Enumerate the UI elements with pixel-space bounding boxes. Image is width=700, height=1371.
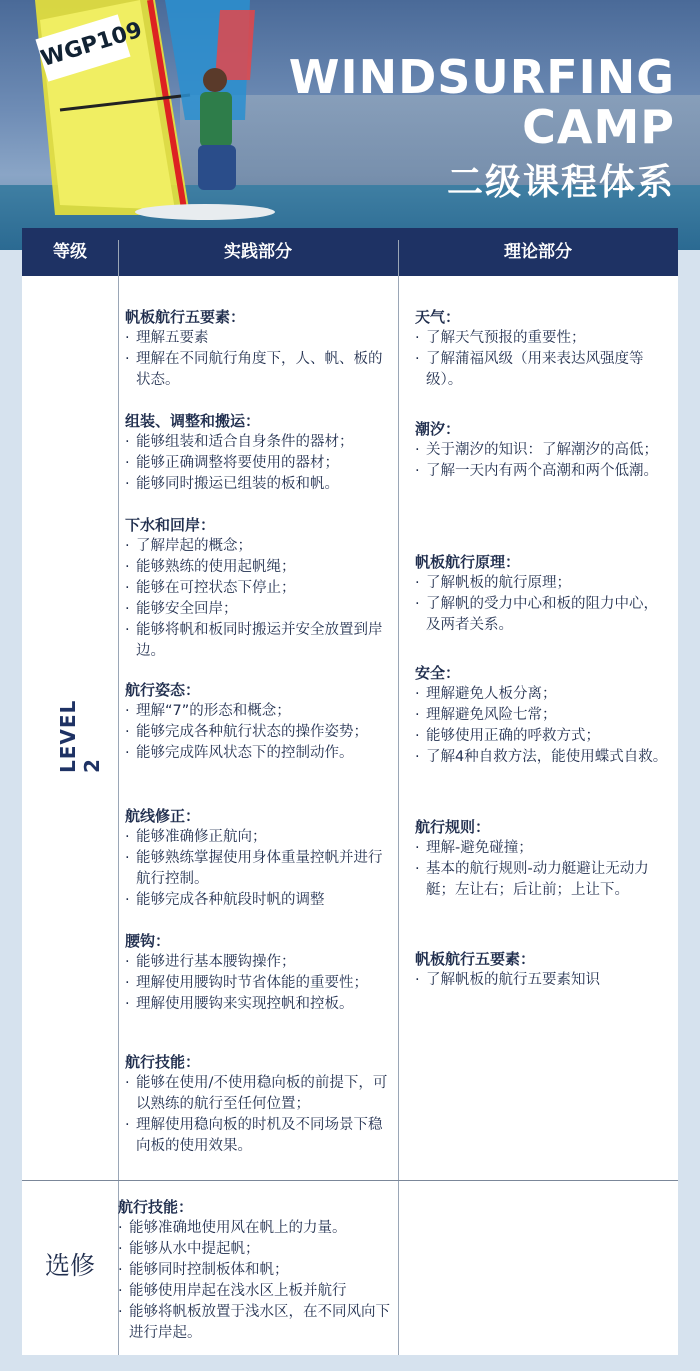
section-item: · 了解帆板的航行五要素知识 bbox=[415, 970, 670, 991]
elective-label: 选修 bbox=[44, 1251, 95, 1280]
course-section bbox=[125, 306, 395, 391]
section-item: · 能够将帆板放置于浅水区，在不同风向下进行岸起。 bbox=[118, 1302, 398, 1344]
course-section bbox=[415, 662, 670, 768]
section-item: · 理解“7”的形态和概念； bbox=[125, 701, 395, 722]
section-title: 潮汐： bbox=[415, 420, 461, 438]
section-item: · 能够熟练掌握使用身体重量控帆并进行航行控制。 bbox=[125, 848, 395, 890]
section-item: · 了解天气预报的重要性； bbox=[415, 328, 670, 349]
section-item: · 能够使用岸起在浅水区上板并航行 bbox=[118, 1281, 398, 1302]
section-item: · 了解帆板的航行原理； bbox=[415, 573, 670, 594]
section-title: 航行姿态： bbox=[125, 681, 201, 699]
section-title: 腰钩： bbox=[125, 932, 171, 950]
row-divider bbox=[22, 1180, 678, 1181]
section-title: 航行技能： bbox=[125, 1053, 201, 1071]
section-item: · 能够准确修正航向； bbox=[125, 827, 395, 848]
section-item: · 能够熟练的使用起帆绳； bbox=[125, 557, 395, 578]
section-item: · 了解一天内有两个高潮和两个低潮。 bbox=[415, 461, 670, 482]
section-item: · 能够正确调整将要使用的器材； bbox=[125, 453, 395, 474]
hero-banner bbox=[0, 0, 700, 250]
section-item: · 能够完成各种航行状态的操作姿势； bbox=[125, 722, 395, 743]
section-title: 航行规则： bbox=[415, 818, 491, 836]
course-section bbox=[415, 948, 670, 991]
section-title: 下水和回岸： bbox=[125, 516, 216, 534]
section-item: · 理解使用腰钩来实现控帆和控板。 bbox=[125, 994, 395, 1015]
section-item: · 理解在不同航行角度下，人、帆、板的状态。 bbox=[125, 349, 395, 391]
section-title: 帆板航行五要素： bbox=[125, 308, 246, 326]
section-title: 航线修正： bbox=[125, 807, 201, 825]
course-section bbox=[415, 551, 670, 636]
section-item: · 能够完成各种航段时帆的调整 bbox=[125, 890, 395, 911]
section-item: · 理解五要素 bbox=[125, 328, 395, 349]
header-level: 等级 bbox=[53, 242, 87, 262]
section-item: · 理解使用稳向板的时机及不同场景下稳向板的使用效果。 bbox=[125, 1115, 395, 1157]
course-section bbox=[125, 930, 395, 1015]
section-item: · 能够安全回岸； bbox=[125, 599, 395, 620]
level-label: LEVEL 2 bbox=[56, 699, 104, 773]
section-title: 航行技能： bbox=[118, 1198, 194, 1216]
table-header bbox=[22, 228, 678, 276]
section-item: · 了解岸起的概念； bbox=[125, 536, 395, 557]
section-item: · 能够组装和适合自身条件的器材； bbox=[125, 432, 395, 453]
sail-number: WGP109 bbox=[35, 14, 130, 81]
section-item: · 能够从水中提起帆； bbox=[118, 1239, 398, 1260]
column-divider bbox=[398, 240, 399, 1355]
section-item: · 能够准确地使用风在帆上的力量。 bbox=[118, 1218, 398, 1239]
course-section bbox=[125, 514, 395, 662]
section-item: · 能够进行基本腰钩操作； bbox=[125, 952, 395, 973]
section-title: 组装、调整和搬运： bbox=[125, 412, 261, 430]
course-section bbox=[125, 1051, 395, 1157]
section-item: · 了解4种自救方法，能使用蝶式自救。 bbox=[415, 747, 670, 768]
section-item: · 能够将帆和板同时搬运并安全放置到岸边。 bbox=[125, 620, 395, 662]
hero-title bbox=[289, 52, 675, 206]
course-section bbox=[125, 679, 395, 764]
section-item: · 理解使用腰钩时节省体能的重要性； bbox=[125, 973, 395, 994]
title-line-2: CAMP bbox=[522, 100, 675, 154]
section-item: · 关于潮汐的知识：了解潮汐的高低； bbox=[415, 440, 670, 461]
course-section bbox=[415, 306, 670, 391]
section-item: · 理解-避免碰撞； bbox=[415, 838, 670, 859]
course-section bbox=[118, 1196, 398, 1344]
course-section bbox=[415, 418, 670, 482]
section-item: · 理解避免人板分离； bbox=[415, 684, 670, 705]
course-table bbox=[22, 228, 678, 1355]
section-title: 帆板航行五要素： bbox=[415, 950, 536, 968]
section-item: · 能够同时控制板体和帆； bbox=[118, 1260, 398, 1281]
header-practice: 实践部分 bbox=[224, 242, 292, 262]
course-section bbox=[125, 805, 395, 911]
section-item: · 能够使用正确的呼救方式； bbox=[415, 726, 670, 747]
section-item: · 了解帆的受力中心和板的阻力中心，及两者关系。 bbox=[415, 594, 670, 636]
title-line-1: WINDSURFING bbox=[288, 50, 675, 104]
section-item: · 了解蒲福风级（用来表达风强度等级）。 bbox=[415, 349, 670, 391]
section-item: · 能够在使用/不使用稳向板的前提下，可以熟练的航行至任何位置； bbox=[125, 1073, 395, 1115]
section-title: 天气： bbox=[415, 308, 461, 326]
section-item: · 基本的航行规则-动力艇避让无动力艇；左让右；后让前；上让下。 bbox=[415, 859, 670, 901]
section-item: · 能够同时搬运已组装的板和帆。 bbox=[125, 474, 395, 495]
section-item: · 能够完成阵风状态下的控制动作。 bbox=[125, 743, 395, 764]
section-title: 安全： bbox=[415, 664, 461, 682]
subtitle: 二级课程体系 bbox=[446, 162, 675, 203]
course-section bbox=[415, 816, 670, 901]
column-divider bbox=[118, 240, 119, 1355]
section-title: 帆板航行原理： bbox=[415, 553, 521, 571]
header-theory: 理论部分 bbox=[504, 242, 572, 262]
section-item: · 理解避免风险七常； bbox=[415, 705, 670, 726]
course-section bbox=[125, 410, 395, 495]
section-item: · 能够在可控状态下停止； bbox=[125, 578, 395, 599]
